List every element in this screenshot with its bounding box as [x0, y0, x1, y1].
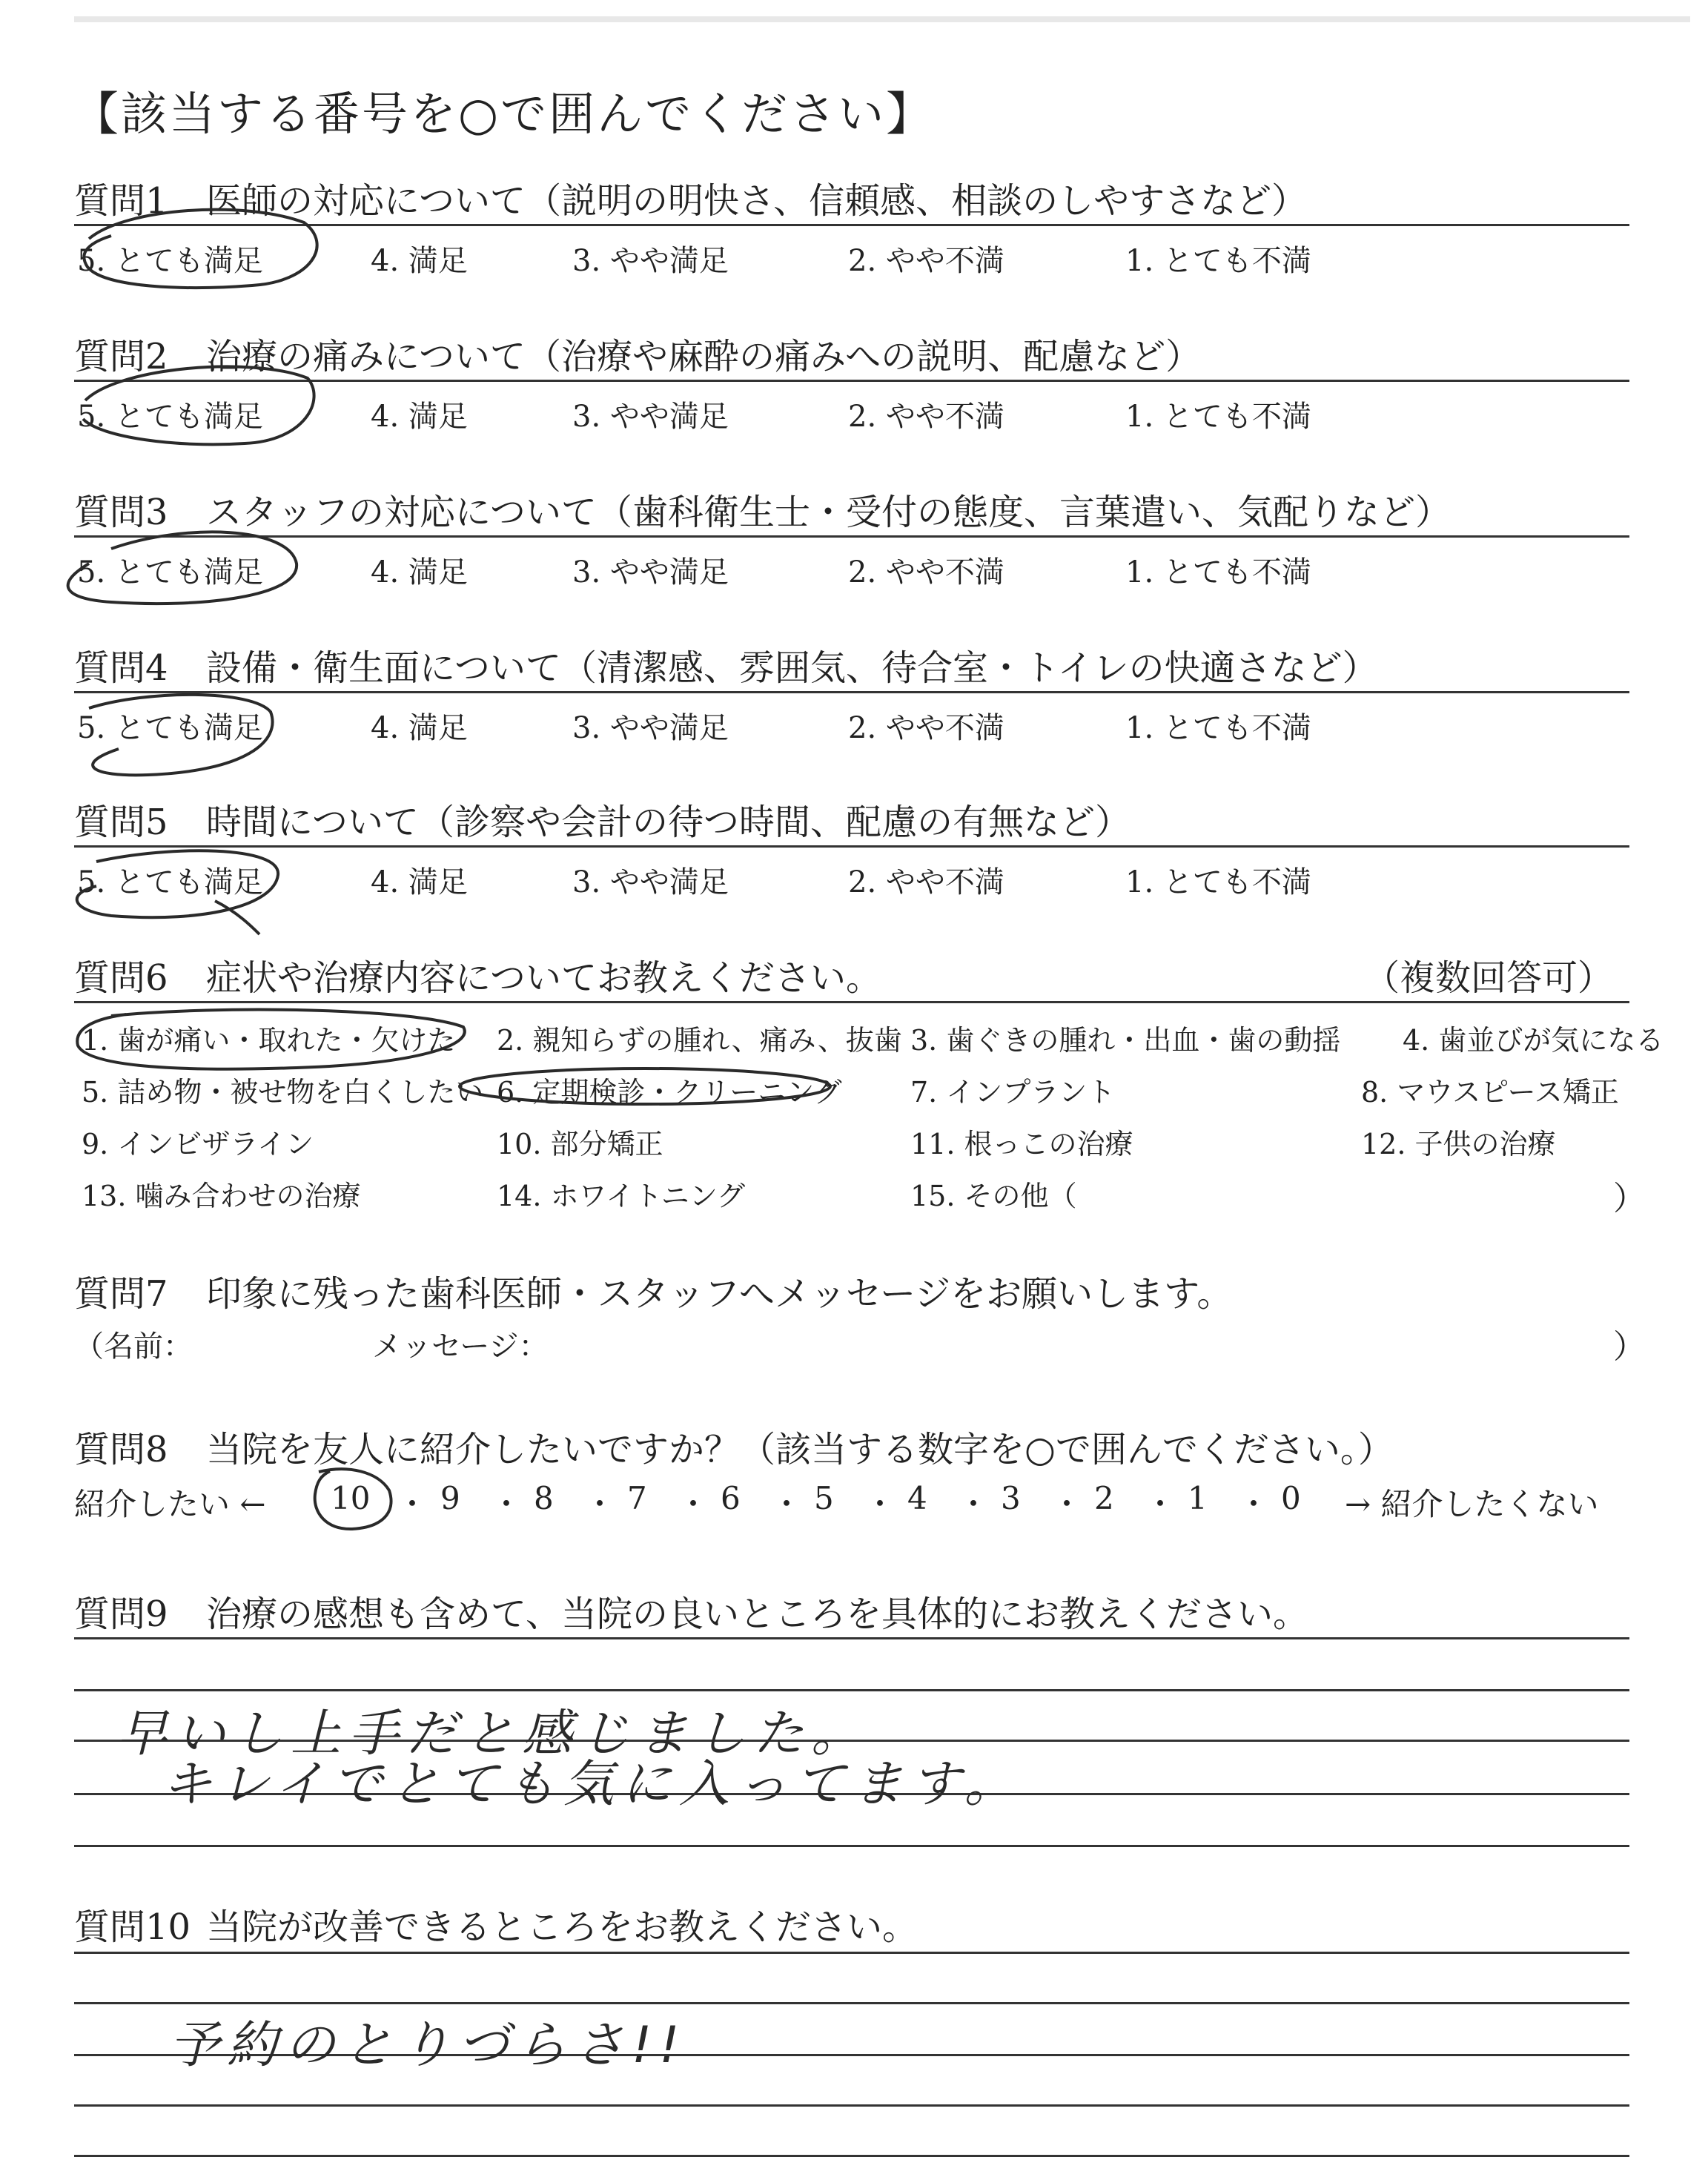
q8-right-label: → 紹介したくない [1345, 1486, 1599, 1522]
q8-separator: ・ [864, 1486, 896, 1522]
q5-option-3[interactable]: 3. やや満足 [572, 865, 729, 899]
q8-score-1[interactable]: 1 [1188, 1480, 1208, 1516]
q7-name-label: （名前： [74, 1330, 193, 1364]
q9-handwritten-answer-line1: 早いし上手だと感じました。 [117, 1705, 870, 1763]
question-number: 質問6 [74, 957, 168, 999]
q8-separator: ・ [491, 1486, 523, 1522]
q8-score-10[interactable]: 10 [331, 1480, 371, 1516]
q6-option-15[interactable]: 15. その他（ [910, 1180, 1077, 1212]
q3-option-5[interactable]: 5. とても満足 [77, 555, 263, 589]
scan-top-edge [74, 16, 1690, 22]
q8-separator: ・ [678, 1486, 709, 1522]
answer-line [74, 1689, 1629, 1691]
q8-separator: ・ [1051, 1486, 1083, 1522]
question-text: 時間について（診察や会計の待つ時間、配慮の有無など） [206, 802, 1131, 843]
question-text: 症状や治療内容についてお教えください。 [206, 957, 882, 999]
q8-separator: ・ [397, 1486, 428, 1522]
question-rule [74, 535, 1629, 538]
question-6 [74, 949, 881, 1000]
q6-option-1[interactable]: 1. 歯が痛い・取れた・欠けた [82, 1024, 456, 1057]
question-rule [74, 1001, 1629, 1003]
question-text: 印象に残った歯科医師・スタッフへメッセージをお願いします。 [206, 1273, 1233, 1315]
q6-option-6[interactable]: 6. 定期検診・クリーニング [497, 1076, 842, 1109]
question-number: 質問9 [74, 1593, 168, 1635]
q9-handwritten-answer-line2: キレイでとても気に入ってます。 [162, 1755, 1022, 1814]
q8-left-label: 紹介したい ← [74, 1486, 266, 1522]
q5-option-5[interactable]: 5. とても満足 [77, 865, 263, 899]
q6-option-3[interactable]: 3. 歯ぐきの腫れ・出血・歯の動揺 [910, 1024, 1341, 1057]
answer-line [74, 1845, 1629, 1847]
q8-score-4[interactable]: 4 [907, 1480, 927, 1516]
q4-option-4[interactable]: 4. 満足 [371, 711, 468, 745]
q8-separator: ・ [1145, 1486, 1176, 1522]
q2-option-2[interactable]: 2. やや不満 [848, 400, 1004, 434]
q6-option-9[interactable]: 9. インビザライン [82, 1128, 314, 1160]
question-text: 当院が改善できるところをお教えください。 [206, 1906, 918, 1948]
q2-option-5[interactable]: 5. とても満足 [77, 400, 263, 434]
answer-line [74, 2155, 1629, 2157]
question-number: 質問3 [74, 492, 168, 533]
question-text: 医師の対応について（説明の明快さ、信頼感、相談のしやすさなど） [206, 180, 1308, 222]
q3-option-4[interactable]: 4. 満足 [371, 555, 468, 589]
q4-option-1[interactable]: 1. とても不満 [1125, 711, 1311, 745]
answer-line [74, 2104, 1629, 2107]
q5-option-1[interactable]: 1. とても不満 [1125, 865, 1311, 899]
answer-line [74, 2002, 1629, 2004]
q3-option-1[interactable]: 1. とても不満 [1125, 555, 1311, 589]
q2-option-4[interactable]: 4. 満足 [371, 400, 468, 434]
q3-option-2[interactable]: 2. やや不満 [848, 555, 1004, 589]
q8-score-0[interactable]: 0 [1281, 1480, 1301, 1516]
q1-option-1[interactable]: 1. とても不満 [1125, 244, 1311, 278]
question-5 [74, 793, 1131, 845]
q2-option-1[interactable]: 1. とても不満 [1125, 400, 1311, 434]
answer-line [74, 1637, 1629, 1639]
multiple-answers-note: （複数回答可） [1364, 957, 1614, 999]
question-rule [74, 224, 1629, 226]
q6-option-5[interactable]: 5. 詰め物・被せ物を白くしたい [82, 1076, 484, 1109]
question-9 [74, 1585, 1308, 1636]
question-1 [74, 172, 1307, 223]
q6-option-2[interactable]: 2. 親知らずの腫れ、痛み、抜歯 [497, 1024, 902, 1057]
question-number: 質問5 [74, 802, 168, 843]
question-text: スタッフの対応について（歯科衛生士・受付の態度、言葉遣い、気配りなど） [206, 492, 1452, 533]
q4-option-5[interactable]: 5. とても満足 [77, 711, 263, 745]
q7-close-paren: ） [1613, 1328, 1646, 1366]
question-3 [74, 483, 1451, 535]
q8-score-9[interactable]: 9 [440, 1480, 460, 1516]
q1-option-3[interactable]: 3. やや満足 [572, 244, 729, 278]
question-text: 治療の痛みについて（治療や麻酔の痛みへの説明、配慮など） [206, 336, 1202, 377]
q4-option-3[interactable]: 3. やや満足 [572, 711, 729, 745]
q2-option-3[interactable]: 3. やや満足 [572, 400, 729, 434]
q8-score-2[interactable]: 2 [1094, 1480, 1114, 1516]
q10-handwritten-answer: 予約のとりづらさ!! [169, 2016, 687, 2075]
question-number: 質問4 [74, 647, 168, 689]
question-number: 質問7 [74, 1273, 168, 1315]
question-2 [74, 328, 1201, 379]
q8-separator: ・ [584, 1486, 616, 1522]
q6-option-7[interactable]: 7. インプラント [910, 1076, 1116, 1109]
q8-score-5[interactable]: 5 [814, 1480, 834, 1516]
q6-option-10[interactable]: 10. 部分矯正 [497, 1128, 663, 1160]
question-4 [74, 639, 1378, 690]
q5-option-2[interactable]: 2. やや不満 [848, 865, 1004, 899]
q8-score-3[interactable]: 3 [1001, 1480, 1021, 1516]
question-text: 当院を友人に紹介したいですか？（該当する数字を○で囲んでください。） [206, 1429, 1394, 1470]
q4-option-2[interactable]: 2. やや不満 [848, 711, 1004, 745]
q6-option-13[interactable]: 13. 噛み合わせの治療 [82, 1180, 361, 1212]
form-header: 【該当する番号を○で囲んでください】 [73, 87, 935, 141]
question-7 [74, 1265, 1232, 1316]
q8-separator: ・ [1238, 1486, 1270, 1522]
question-number: 質問1 [74, 180, 168, 222]
q6-other-close-paren: ） [1613, 1180, 1646, 1218]
q6-option-11[interactable]: 11. 根っこの治療 [910, 1128, 1133, 1160]
q8-separator: ・ [958, 1486, 990, 1522]
question-10 [74, 1898, 918, 1949]
q6-option-8[interactable]: 8. マウスピース矯正 [1361, 1076, 1619, 1109]
question-text: 治療の感想も含めて、当院の良いところを具体的にお教えください。 [206, 1593, 1309, 1635]
q1-option-2[interactable]: 2. やや不満 [848, 244, 1004, 278]
q1-option-4[interactable]: 4. 満足 [371, 244, 468, 278]
question-8 [74, 1421, 1394, 1472]
q5-option-4[interactable]: 4. 満足 [371, 865, 468, 899]
q6-option-14[interactable]: 14. ホワイトニング [497, 1180, 746, 1212]
question-rule [74, 845, 1629, 848]
q1-option-5[interactable]: 5. とても満足 [77, 244, 263, 278]
q8-score-8[interactable]: 8 [534, 1480, 554, 1516]
q8-score-7[interactable]: 7 [627, 1480, 647, 1516]
q6-option-4[interactable]: 4. 歯並びが気になる [1403, 1024, 1664, 1057]
question-number: 質問10 [74, 1906, 191, 1948]
question-rule [74, 380, 1629, 382]
q7-message-label: メッセージ： [372, 1330, 549, 1364]
q8-separator: ・ [771, 1486, 803, 1522]
question-number: 質問8 [74, 1429, 168, 1470]
answer-line [74, 1952, 1629, 1954]
question-rule [74, 691, 1629, 693]
question-text: 設備・衛生面について（清潔感、雰囲気、待合室・トイレの快適さなど） [206, 647, 1378, 689]
q3-option-3[interactable]: 3. やや満足 [572, 555, 729, 589]
question-number: 質問2 [74, 336, 168, 377]
q6-option-12[interactable]: 12. 子供の治療 [1361, 1128, 1556, 1160]
q8-score-6[interactable]: 6 [721, 1480, 741, 1516]
